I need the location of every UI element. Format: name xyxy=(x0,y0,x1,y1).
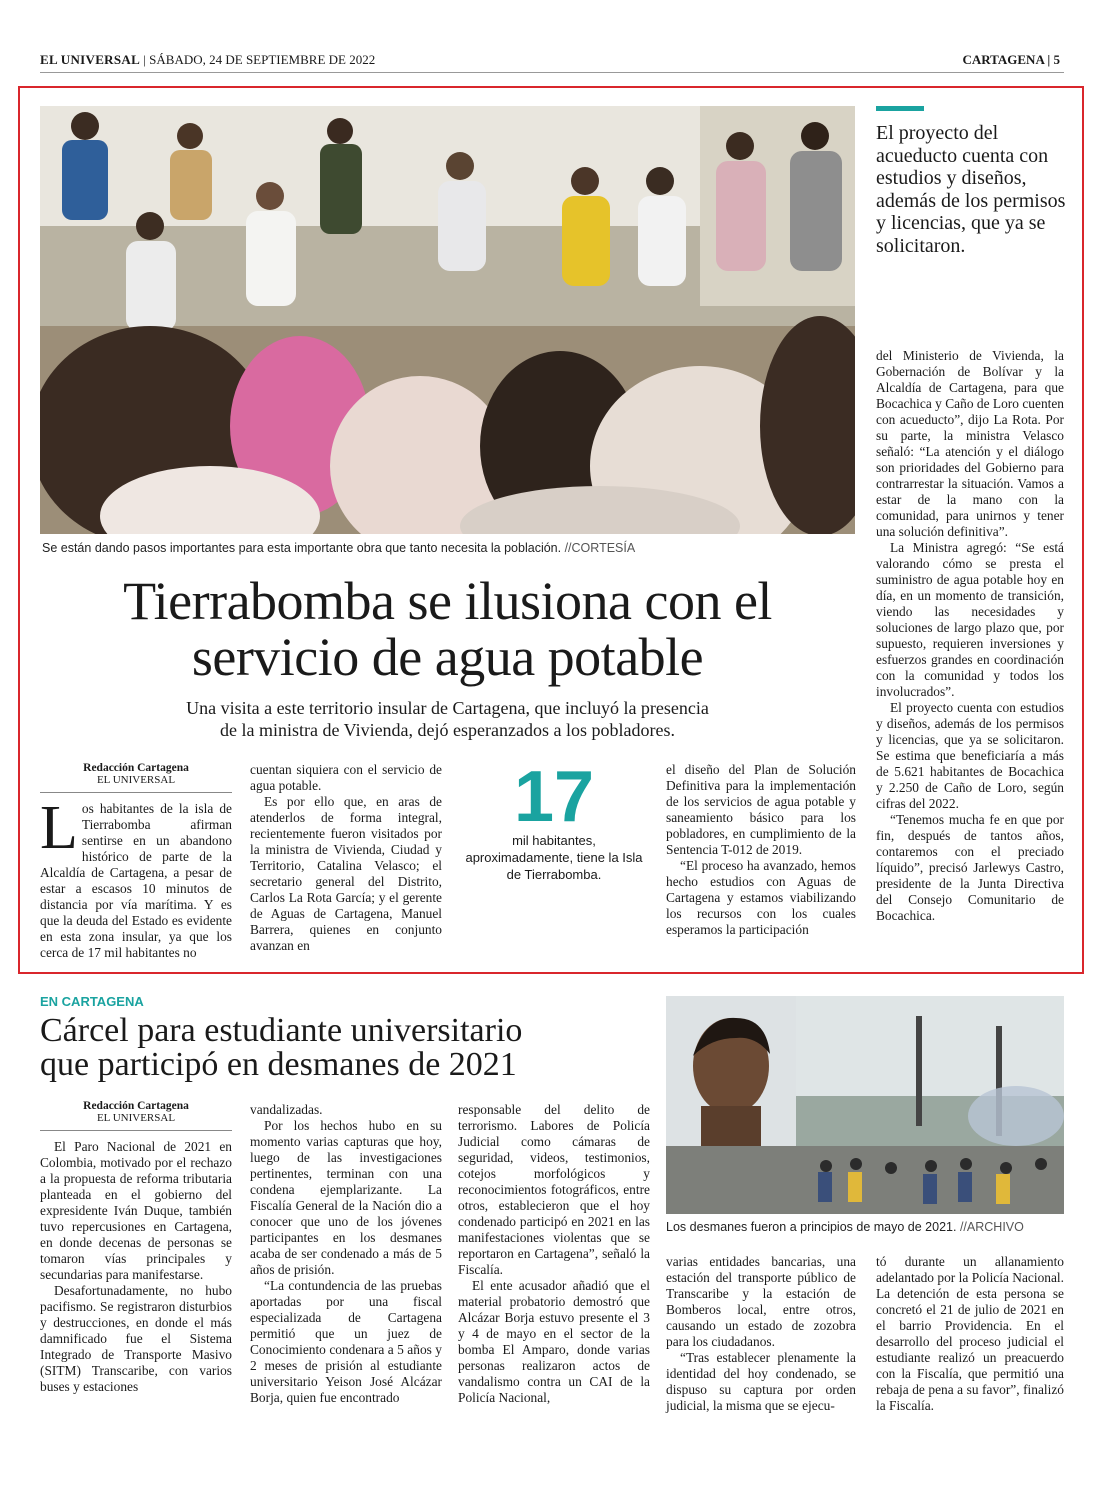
page-number: 5 xyxy=(1053,52,1060,67)
page-header-left: EL UNIVERSAL | SÁBADO, 24 DE SEPTIEMBRE DE 2022 xyxy=(40,52,376,67)
paragraph: cuentan siquiera con el servicio de agua potable. xyxy=(250,762,442,793)
headline-line-1: Tierrabomba se ilusiona con el xyxy=(123,571,772,631)
story1-column-3 xyxy=(666,762,856,938)
paragraph: El Paro Nacional de 2021 en Colombia, motivado por el rechazo a la propuesta de reforma tributaria planteada en el gobierno del expresidente Iván Duque, también tuvo repercusiones en Cartagena, en donde decenas de personas se tomaron vías principales y secundarias para manifestarse. xyxy=(40,1139,232,1282)
paragraph: “La contundencia de las pruebas aportadas por una fiscal especializada de Cartagena permitió que un juez de Conocimiento condenara a 5 años y 2 meses de prisión al estudiante universitario Yeison José Alcázar Borja, quien fue encontrado xyxy=(250,1278,442,1405)
byline xyxy=(40,762,232,786)
deck-line-2: de la ministra de Vivienda, dejó esperanzados a los pobladores. xyxy=(220,720,675,740)
caption-text: Se están dando pasos importantes para esta importante obra que tanto necesita la población. xyxy=(42,541,562,555)
paragraph: “Tenemos mucha fe en que por fin, después de tantos años, contaremos con el preciado líquido”, precisó Jarlewys Castro, presidente de la Junta Directiva del Consejo Comunitario de Bocachica. xyxy=(876,812,1064,923)
headline xyxy=(40,573,855,685)
pullquote-accent-bar xyxy=(876,106,924,111)
paragraph: Por los hechos hubo en su momento varias capturas que hoy, luego de las investigaciones pertinentes, terminan con una condena ejemplarizante. La Fiscalía General de la Nación dio a conocer que uno de los jóvenes participantes en los desmanes acaba de ser condenado a más de 5 años de prisión. xyxy=(250,1118,442,1277)
stat-box xyxy=(458,757,650,883)
paragraph: La Ministra agregó: “Se está valorando cómo se presta el suministro de agua potable hoy en día, en un momento de transición, viendo las necesidades y soluciones de largo plazo que, por supuesto, requieren inversiones y esfuerzos grandes en coordinación con la comunidad y todos los involucrados”. xyxy=(876,540,1064,699)
byline-name: Redacción Cartagena xyxy=(83,762,189,774)
story2-byline xyxy=(40,1100,232,1124)
paragraph: Desafortunadamente, no hubo pacifismo. Se registraron disturbios y destrucciones, en donde el más damnificado fue el Sistema Integrado de Transporte Masivo (SITM) Transcaribe, con varios buses y estaciones xyxy=(40,1283,232,1394)
byline-rule xyxy=(40,1130,232,1131)
story2-column-3 xyxy=(458,1102,650,1406)
paragraph: “El proceso ha avanzado, hemos hecho estudios con Aguas de Cartagena y estamos viabilizando los recursos con los cuales esperamos la participación xyxy=(666,858,856,937)
story1-column-4 xyxy=(876,348,1064,924)
story2-column-5 xyxy=(876,1254,1064,1414)
pullquote: El proyecto del acueducto cuenta con estudios y diseños, además de los permisos y licencias, que ya se solicitaron. xyxy=(876,122,1066,257)
dropcap: L xyxy=(40,794,78,862)
story2-headline xyxy=(40,1014,660,1082)
paper-name: EL UNIVERSAL xyxy=(40,52,141,67)
story2-column-4 xyxy=(666,1254,856,1414)
headline-line-1: Cárcel para estudiante universitario xyxy=(40,1012,523,1049)
story2-photo-caption xyxy=(666,1220,1066,1234)
section-tag: EN CARTAGENA xyxy=(40,994,144,1009)
headline-line-2: servicio de agua potable xyxy=(191,627,704,687)
lead-paragraph: Los habitantes de la isla de Tierrabomba afirman sentirse en un abandono histórico de parte de la Alcaldía de Cartagena, a pesar de estar a escasos 10 minutos de distancia por vía marítima. Y es que la deuda del Estado es evidente en esta zona insular, ya que los cerca de 17 mil habitantes no xyxy=(40,794,232,960)
headline-line-2: que participó en desmanes de 2021 xyxy=(40,1046,517,1083)
byline-outlet: EL UNIVERSAL xyxy=(96,1112,176,1124)
deck-line-1: Una visita a este territorio insular de Cartagena, que incluyó la presencia xyxy=(186,698,709,718)
stat-text: mil habitantes, aproximadamente, tiene la Isla de Tierrabomba. xyxy=(465,833,643,882)
issue-date: SÁBADO, 24 DE SEPTIEMBRE DE 2022 xyxy=(149,52,376,67)
story1-column-1 xyxy=(40,762,232,961)
stat-number: 17 xyxy=(513,757,595,837)
paragraph: “Tras establecer plenamente la identidad del hoy condenado, se dispuso su captura por orden judicial, la misma que se ejecu- xyxy=(666,1350,856,1413)
paragraph: El ente acusador añadió que el material probatorio demostró que Alcázar Borja estuvo presente el 3 y 4 de mayo en el sector de la bomba El Amparo, donde varias personas realizaron actos de vandalismo contra un CAI de la Policía Nacional, xyxy=(458,1278,650,1405)
photo-credit: //CORTESÍA xyxy=(564,541,636,555)
paragraph: tó durante un allanamiento adelantado por la Policía Nacional. La detención de esta persona se concretó el 21 de julio de 2021 en el barrio Providencia. En el desarrollo del proceso judicial el estudiante realizó un preacuerdo con la Fiscalía, que permitió una rebaja de pena a su favor”, finalizó la Fiscalía. xyxy=(876,1254,1064,1413)
caption-text: Los desmanes fueron a principios de mayo de 2021. xyxy=(666,1220,957,1234)
byline-outlet: EL UNIVERSAL xyxy=(96,774,176,786)
byline-rule xyxy=(40,792,232,793)
paragraph: responsable del delito de terrorismo. Labores de Policía Judicial como cámaras de seguridad, videos, testimonios, cotejos morfológicos y reconocimientos fotográficos, entre otros, establecieron que el hoy condenado participó en 2021 en las manifestaciones violentas que se reportaron en Cartagena”, señaló la Fiscalía. xyxy=(458,1102,650,1277)
page-header-right: CARTAGENA | 5 xyxy=(962,52,1060,67)
story1-column-2 xyxy=(250,762,442,954)
header-rule xyxy=(40,72,1064,73)
photo-caption xyxy=(42,541,857,555)
paragraph: del Ministerio de Vivienda, la Gobernación de Bolívar y la Alcaldía de Cartagena, para que Bocachica y Caño de Loro cuenten con acueducto”, dijo La Rota. Por su parte, la ministra Velasco señaló: “La atención y el diálogo son prioridades del Gobierno para contrarrestar la situación. Vamos a estar de la mano con la comunidad, para unirnos y tener una solución definitiva”. xyxy=(876,348,1064,539)
paragraph: el diseño del Plan de Solución Definitiva para la implementación de los servicios de agua potable y saneamiento básico para los pobladores, en cumplimiento de la Sentencia T-012 de 2019. xyxy=(666,762,856,857)
section-name: CARTAGENA xyxy=(962,52,1045,67)
photo-credit: //ARCHIVO xyxy=(959,1220,1024,1234)
deck xyxy=(40,697,855,741)
paragraph: Es por ello que, en aras de atenderlos de forma integral, recientemente fueron visitados por la ministra de Vivienda, Ciudad y Territorio, Catalina Velasco; el secretario general del Distrito, Carlos La Rota García; y el gerente de Aguas de Cartagena, Manuel Barrera, quienes en conjunto avanzan en xyxy=(250,794,442,953)
paragraph: El proyecto cuenta con estudios y diseños, además de los permisos y licencias, que ya se solicitaron. Se estima que beneficiaría a más de 5.621 habitantes de Bocachica y 2.250 de Caño de Loro, según cifras del 2022. xyxy=(876,700,1064,811)
tierrabomba-meeting-photo xyxy=(40,106,855,534)
protest-photo xyxy=(666,996,1064,1214)
story2-column-2 xyxy=(250,1102,442,1406)
paragraph: vandalizadas. xyxy=(250,1102,323,1117)
paragraph: varias entidades bancarias, una estación del transporte público de Transcaribe y la estación de Bomberos local, entre otros, causando un estado de zozobra para los ciudadanos. xyxy=(666,1254,856,1349)
byline-name: Redacción Cartagena xyxy=(83,1100,189,1112)
story2-column-1 xyxy=(40,1100,232,1395)
